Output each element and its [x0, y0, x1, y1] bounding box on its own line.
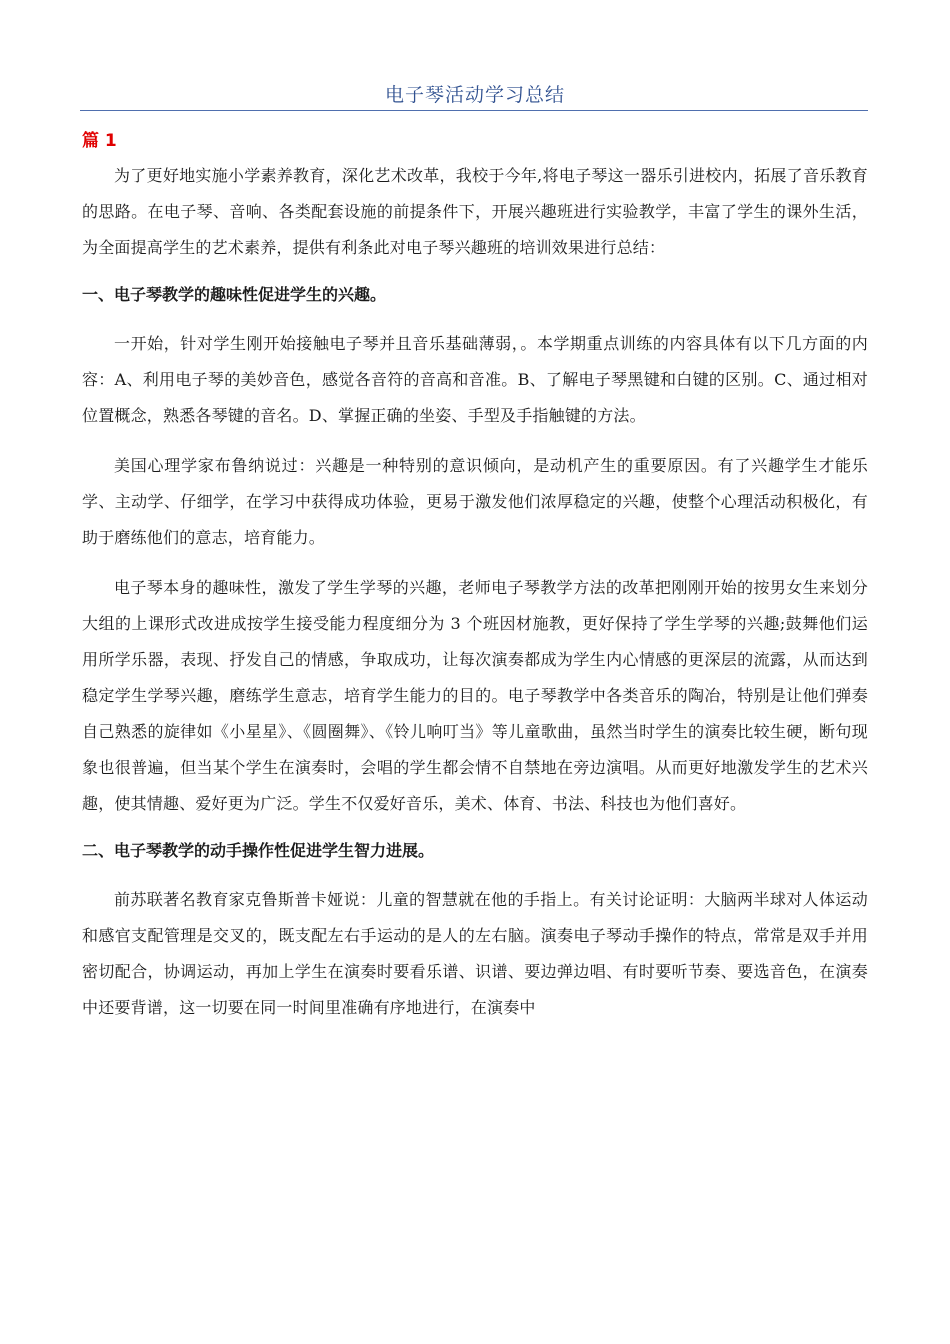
paragraph-4: 前苏联著名教育家克鲁斯普卡娅说：儿童的智慧就在他的手指上。有关讨论证明：大脑两半球对人体运动和感官支配管理是交叉的，既支配左右手运动的是人的左右脑。演奏电子琴动手操作的特点，常常是双手并用密切配合，协调运动，再加上学生在演奏时要看乐谱、识谱、要边弹边唱、有时要听节奏、要选音色，在演奏中还要背谱，这一切要在同一时间里准确有序地进行，在演奏中 — [82, 890, 868, 1017]
paragraph-2: 美国心理学家布鲁纳说过：兴趣是一种特别的意识倾向，是动机产生的重要原因。有了兴趣学生才能乐学、主动学、仔细学，在学习中获得成功体验，更易于激发他们浓厚稳定的兴趣，使整个心理活动积极化，有助于磨练他们的意志，培育能力。 — [82, 456, 868, 547]
paragraph-intro: 为了更好地实施小学素养教育，深化艺术改革，我校于今年,将电子琴这一器乐引进校内，拓展了音乐教育的思路。在电子琴、音响、各类配套设施的前提条件下，开展兴趣班进行实验教学，丰富了学生的课外生活，为全面提高学生的艺术素养，提供有利条此对电子琴兴趣班的培训效果进行总结： — [82, 166, 868, 257]
section-label: 篇 1 — [82, 131, 117, 151]
document-body — [82, 128, 868, 1040]
section-heading-2: 二、电子琴教学的动手操作性促进学生智力进展。 — [82, 841, 435, 860]
section-heading-1: 一、电子琴教学的趣味性促进学生的兴趣。 — [82, 285, 387, 304]
title-divider — [80, 110, 868, 111]
paragraph-1: 一开始，针对学生刚开始接触电子琴并且音乐基础薄弱，。本学期重点训练的内容具体有以下几方面的内容：A、利用电子琴的美妙音色，感觉各音符的音高和音准。B、了解电子琴黑键和白键的区别。C、通过相对位置概念，熟悉各琴键的音名。D、掌握正确的坐姿、手型及手指触键的方法。 — [82, 334, 868, 425]
page-title: 电子琴活动学习总结 — [384, 84, 565, 106]
paragraph-3: 电子琴本身的趣味性，激发了学生学琴的兴趣，老师电子琴教学方法的改革把刚刚开始的按男女生来划分大组的上课形式改进成按学生接受能力程度细分为 3 个班因材施教，更好保持了学生学琴的兴趣;鼓舞他们运用所学乐器，表现、抒发自己的情感，争取成功，让每次演奏都成为学生内心情感的更深层的流露，从而达到稳定学生学琴兴趣，磨练学生意志，培育学生能力的目的。电子琴教学中各类音乐的陶冶，特别是让他们弹奏自己熟悉的旋律如《小星星》、《圆圈舞》、《铃儿响叮当》等儿童歌曲，虽然当时学生的演奏比较生硬，断句现象也很普遍，但当某个学生在演奏时，会唱的学生都会情不自禁地在旁边演唱。从而更好地激发学生的艺术兴趣，使其情趣、爱好更为广泛。学生不仅爱好音乐，美术、体育、书法、科技也为他们喜好。 — [82, 578, 868, 813]
